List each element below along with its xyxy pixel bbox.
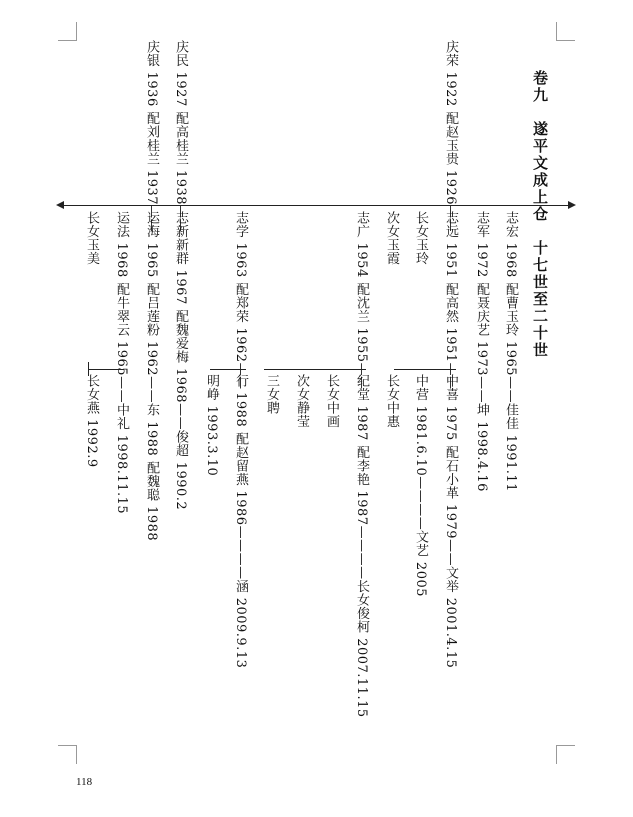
crop-mark-bottom-left xyxy=(58,745,77,764)
entry-zhijun: 志军 1972 配聂庆艺 1973——坤 1998.4.16 xyxy=(474,211,489,492)
entry-yumei: 长女玉美 xyxy=(84,211,99,265)
entry-yuxia: 次女玉霞 xyxy=(384,211,399,265)
entry-zhongxi: 中喜 1975 配石小革 1979——文举 2001.4.15 xyxy=(443,374,458,669)
entry-qingyin: 庆银 1936 配刘桂兰 1937—— xyxy=(144,40,159,233)
entry-mingzheng: 明峥 1993.3.10 xyxy=(204,374,219,477)
entry-qingrong: 庆荣 1922 配赵玉贵 1926—— xyxy=(443,40,458,233)
right-arrow-icon xyxy=(568,201,576,209)
entry-zhiguang: 志广 1954 配沈兰 1955—— xyxy=(354,211,369,390)
entry-zhongying: 中营 1981.6.10————文艺 2005 xyxy=(413,374,428,598)
entry-yunhai: 运海 1965 配吕莲粉 1962——东 1988 配魏聪 1988 xyxy=(144,211,159,542)
connector-line-zhiguang xyxy=(264,369,366,370)
entry-jitang: 纪堂 1987 配李艳 1987————长女俊柯 2007.11.15 xyxy=(354,374,369,718)
volume-title: 卷九 遂平文成上仓 xyxy=(531,70,549,223)
entry-zhonghui: 长女中惠 xyxy=(384,374,399,428)
entry-xing: 行 1988 配赵留燕 1986————涵 2009.9.13 xyxy=(233,374,248,669)
crop-mark-top-right xyxy=(556,22,575,41)
entry-qingmin: 庆民 1927 配高桂兰 1938—— xyxy=(173,40,188,233)
entry-jingying: 次女静莹 xyxy=(294,374,309,428)
entry-yan: 长女燕 1992.9 xyxy=(84,374,99,468)
entry-zhiyuan: 志远 1951 配高然 1951—— xyxy=(443,211,458,390)
generation-range: 十七世至二十世 xyxy=(531,240,549,359)
entry-zhixue: 志学 1963 配郑荣 1962—— xyxy=(233,211,248,390)
entry-zhonghua: 长女中画 xyxy=(324,374,339,428)
connector-line-zhiyuan xyxy=(394,369,456,370)
entry-yuling: 长女玉玲 xyxy=(413,211,428,265)
entry-yunfa: 运法 1968 配牛翠云 1965——中礼 1998.11.15 xyxy=(114,211,129,515)
page-number: 118 xyxy=(76,776,93,788)
connector-line-yunfa-bar xyxy=(88,369,124,370)
connector-line-zhixue xyxy=(210,369,246,370)
entry-zhixin: 志新新群 1967 配魏爱梅 1968——俊超 1990.2 xyxy=(173,211,188,511)
main-connector-line xyxy=(62,205,570,206)
crop-mark-bottom-right xyxy=(556,745,575,764)
entry-zhihong: 志宏 1968 配曹玉玲 1965——佳佳 1991.11 xyxy=(503,211,518,492)
crop-mark-top-left xyxy=(58,22,77,41)
entry-pin: 三女聘 xyxy=(264,374,279,415)
